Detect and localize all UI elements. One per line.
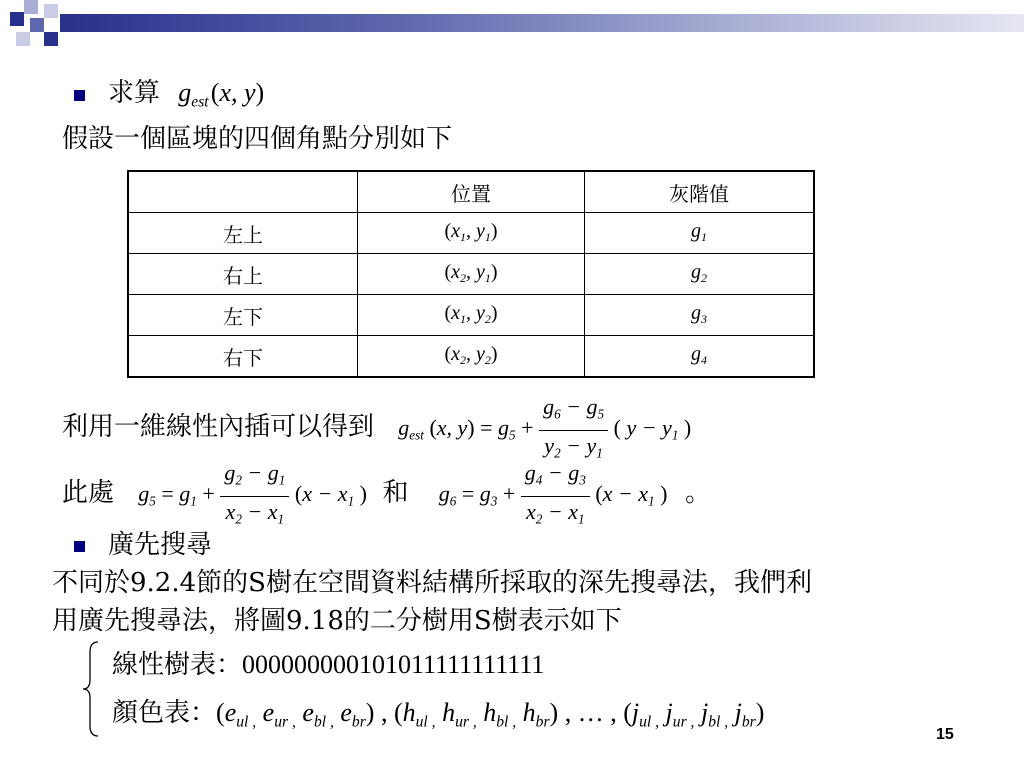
here-text: 此處: [62, 478, 115, 509]
row-label: 左上: [128, 213, 358, 254]
table-row: [128, 254, 814, 295]
left-brace-icon: [80, 640, 102, 738]
linear-tree-value: 000000000101011111111111: [242, 650, 545, 679]
table-header-row: [128, 171, 814, 213]
paragraph-line-1: 不同於9.2.4節的S樹在空間資料結構所採取的深先搜尋法，我們利: [52, 568, 812, 598]
position-cell: ($x_1$, $y_1$): [358, 213, 585, 254]
g6-fraction: $\frac{g_4 - g_3}{x_2 - x_1}$: [521, 458, 590, 534]
gray-value-cell: $g_4$: [585, 336, 815, 378]
g5-fraction: $\frac{g_2 - g_1}{x_2 - x_1}$: [220, 458, 289, 534]
linear-tree-line: [112, 650, 544, 680]
row-label: 左下: [128, 295, 358, 336]
bullet-1-line: [108, 78, 264, 117]
period-text: 。: [684, 478, 711, 509]
g6-formula: $g_6 = g_3$ + $\frac{g_4 - g_3}{x_2 - x_1}$ ($x - x_1$ ): [439, 481, 673, 506]
deco-square: [44, 32, 58, 46]
deco-square: [30, 18, 44, 32]
paragraph-line-2: 用廣先搜尋法，將圖9.18的二分樹用S樹表示如下: [52, 606, 622, 636]
linear-tree-label: 線性樹表：: [112, 650, 243, 680]
row-label: 右上: [128, 254, 358, 295]
page-number: 15: [936, 726, 954, 743]
color-table-formula: ($e_{ul ,}$ $e_{ur ,}$ $e_{bl ,}$ $e_{br}$) , ($h_{ul ,}$ $h_{ur ,}$ $h_{bl ,}$ $h_{br}$) , … , ($j_{ul ,}$ $j_{ur ,}$ $j_{bl ,}$ $j_{br}$): [216, 698, 765, 731]
gray-value-cell: $g_2$: [585, 254, 815, 295]
g5-formula: $g_5 = g_1$ + $\frac{g_2 - g_1}{x_2 - x_1}$ ($x - x_1$ ): [138, 481, 372, 506]
interp-text: 利用一維線性內插可以得到: [62, 412, 375, 443]
deco-square: [10, 12, 24, 26]
table-header-cell: 灰階值: [585, 171, 815, 213]
color-table-line: [112, 698, 764, 737]
bullet-1-title: 求算: [108, 78, 161, 108]
g-est-expression: $g_{est}$ (x, y): [178, 78, 265, 111]
interp-fraction: $\frac{g_6 - g_5}{y_2 - y_1}$: [539, 392, 608, 468]
gray-value-cell: $g_3$: [585, 295, 815, 336]
table-row: [128, 213, 814, 254]
table-header-cell: 位置: [358, 171, 585, 213]
table-header-cell: [128, 171, 358, 213]
deco-square: [16, 32, 30, 46]
interp-line: [62, 392, 692, 461]
and-text: 和: [382, 478, 409, 509]
intro-text: 假設一個區塊的四個角點分別如下: [62, 124, 453, 154]
title-band: [60, 14, 1024, 32]
bullet-square-icon: [74, 541, 85, 552]
row-label: 右下: [128, 336, 358, 378]
gray-value-cell: $g_1$: [585, 213, 815, 254]
table-row: [128, 295, 814, 336]
deco-square: [44, 4, 58, 18]
here-line: [62, 458, 711, 527]
bullet-square-icon: [74, 90, 85, 101]
position-cell: ($x_2$, $y_2$): [358, 336, 585, 378]
position-cell: ($x_1$, $y_2$): [358, 295, 585, 336]
corner-table: [127, 170, 815, 378]
title-decoration: [0, 0, 1024, 50]
color-table-label: 顏色表：: [112, 698, 217, 728]
position-cell: ($x_2$, $y_1$): [358, 254, 585, 295]
table-row: [128, 336, 814, 378]
deco-square: [24, 0, 38, 14]
bullet-2-title: 廣先搜尋: [108, 530, 213, 560]
interp-formula: $g_{est}$ (x, $y) = g_5$ + $\frac{g_6 - g_5}{y_2 - y_1}$ ( $y - y_1$ ): [398, 415, 691, 440]
